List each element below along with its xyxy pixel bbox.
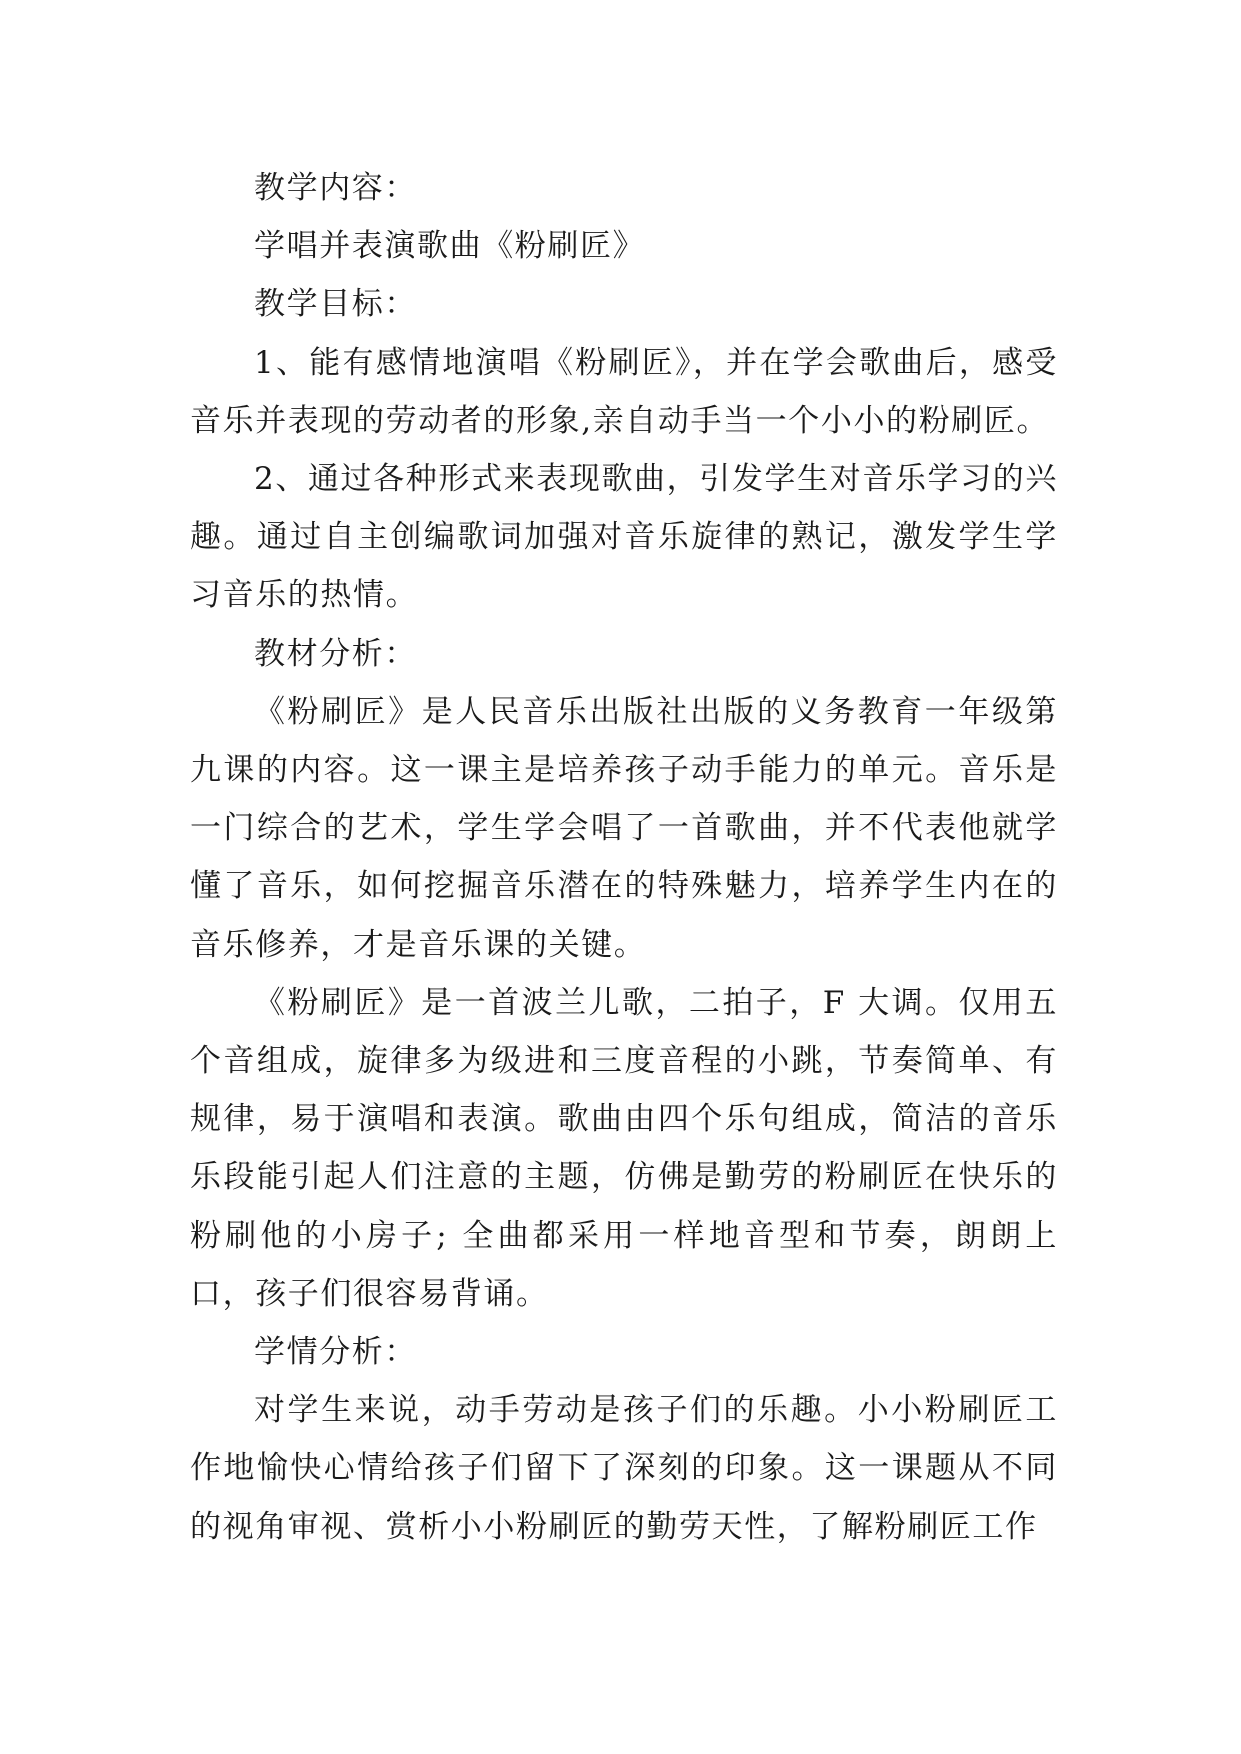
- material-analysis-paragraph-2: 《粉刷匠》是一首波兰儿歌，二拍子，F 大调。仅用五个音组成，旋律多为级进和三度音程的小跳，节奏简单、有规律，易于演唱和表演。歌曲由四个乐句组成，简洁的音乐乐段能引起人们注意的主题，仿佛是勤劳的粉刷匠在快乐的粉刷他的小房子; 全曲都采用一样地音型和节奏，朗朗上口，孩子们很容易背诵。: [190, 984, 1058, 1312]
- goal-item-1: 1、能有感情地演唱《粉刷匠》，并在学会歌曲后，感受音乐并表现的劳动者的形象,亲自动手当一个小小的粉刷匠。: [190, 344, 1058, 439]
- material-analysis-paragraph-1: 《粉刷匠》是人民音乐出版社出版的义务教育一年级第九课的内容。这一课主是培养孩子动手能力的单元。音乐是一门综合的艺术，学生学会唱了一首歌曲，并不代表他就学懂了音乐，如何挖掘音乐潜在的特殊魅力，培养学生内在的音乐修养，才是音乐课的关键。: [190, 693, 1058, 963]
- heading-teaching-goals: 教学目标：: [254, 286, 417, 323]
- heading-material-analysis: 教材分析：: [254, 635, 417, 672]
- goal-item-2: 2、通过各种形式来表现歌曲，引发学生对音乐学习的兴趣。通过自主创编歌词加强对音乐旋律的熟记，激发学生学习音乐的热情。: [190, 461, 1058, 614]
- heading-teaching-content: 教学内容：: [254, 170, 417, 206]
- teaching-content-text: 学唱并表演歌曲《粉刷匠》: [254, 228, 646, 265]
- heading-student-analysis: 学情分析：: [254, 1334, 417, 1371]
- student-analysis-paragraph: 对学生来说，动手劳动是孩子们的乐趣。小小粉刷匠工作地愉快心情给孩子们留下了深刻的印象。这一课题从不同的视角审视、赏析小小粉刷匠的勤劳天性，了解粉刷匠工作: [190, 1392, 1058, 1545]
- document-body: [190, 159, 1058, 1556]
